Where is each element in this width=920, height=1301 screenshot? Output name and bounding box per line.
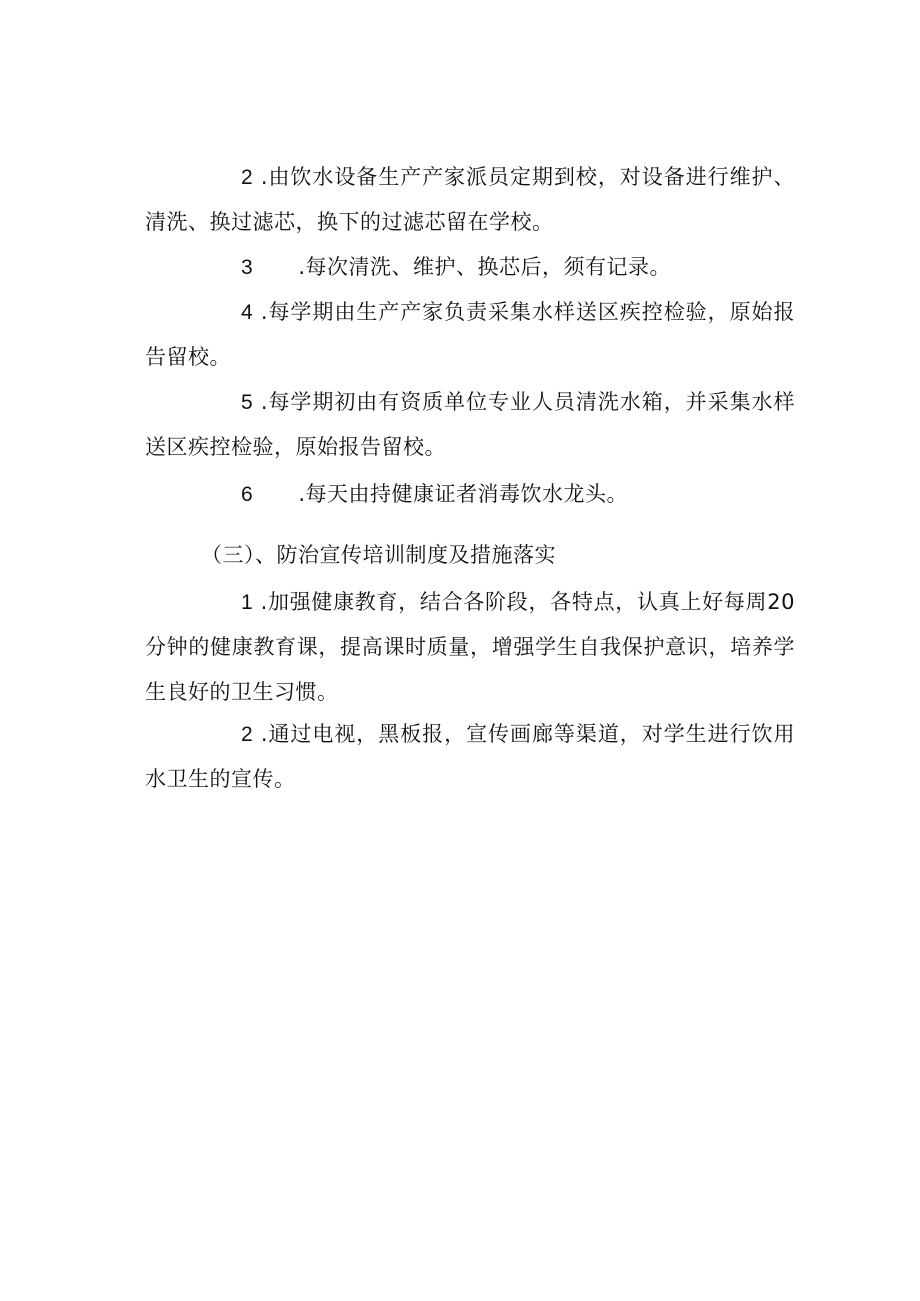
item-number: 2 bbox=[241, 723, 254, 746]
paragraph-item-2b bbox=[145, 712, 795, 802]
item-text: .由饮水设备生产产家派员定期到校，对设备进行维护、清洗、换过滤芯，换下的过滤芯留在学校。 bbox=[145, 165, 795, 234]
item-number: 6 bbox=[241, 483, 254, 506]
paragraph-item-3 bbox=[145, 245, 795, 290]
item-text: .每学期初由有资质单位专业人员清洗水箱，并采集水样送区疾控检验，原始报告留校。 bbox=[145, 390, 795, 459]
item-number: 4 bbox=[241, 301, 254, 324]
section-heading bbox=[145, 533, 795, 578]
paragraph-item-2 bbox=[145, 155, 795, 245]
paragraph-item-6 bbox=[145, 472, 795, 517]
item-number: 1 bbox=[241, 591, 254, 614]
item-text: .每次清洗、维护、换芯后，须有记录。 bbox=[291, 255, 672, 279]
item-number: 3 bbox=[241, 256, 254, 279]
item-text: .每天由持健康证者消毒饮水龙头。 bbox=[291, 482, 629, 506]
item-number: 5 bbox=[241, 391, 254, 414]
section-heading-text: （三）、防治宣传培训制度及措施落实 bbox=[201, 543, 556, 567]
item-text: .每学期由生产产家负责采集水样送区疾控检验，原始报告留校。 bbox=[145, 300, 795, 369]
paragraph-item-1 bbox=[145, 580, 795, 715]
paragraph-item-4 bbox=[145, 290, 795, 380]
item-number: 2 bbox=[241, 166, 254, 189]
paragraph-item-5 bbox=[145, 380, 795, 470]
item-text: .加强健康教育，结合各阶段，各特点，认真上好每周20分钟的健康教育课，提高课时质量，增强学生自我保护意识，培养学生良好的卫生习惯。 bbox=[145, 590, 795, 704]
item-text: .通过电视，黑板报，宣传画廊等渠道，对学生进行饮用水卫生的宣传。 bbox=[145, 722, 795, 791]
